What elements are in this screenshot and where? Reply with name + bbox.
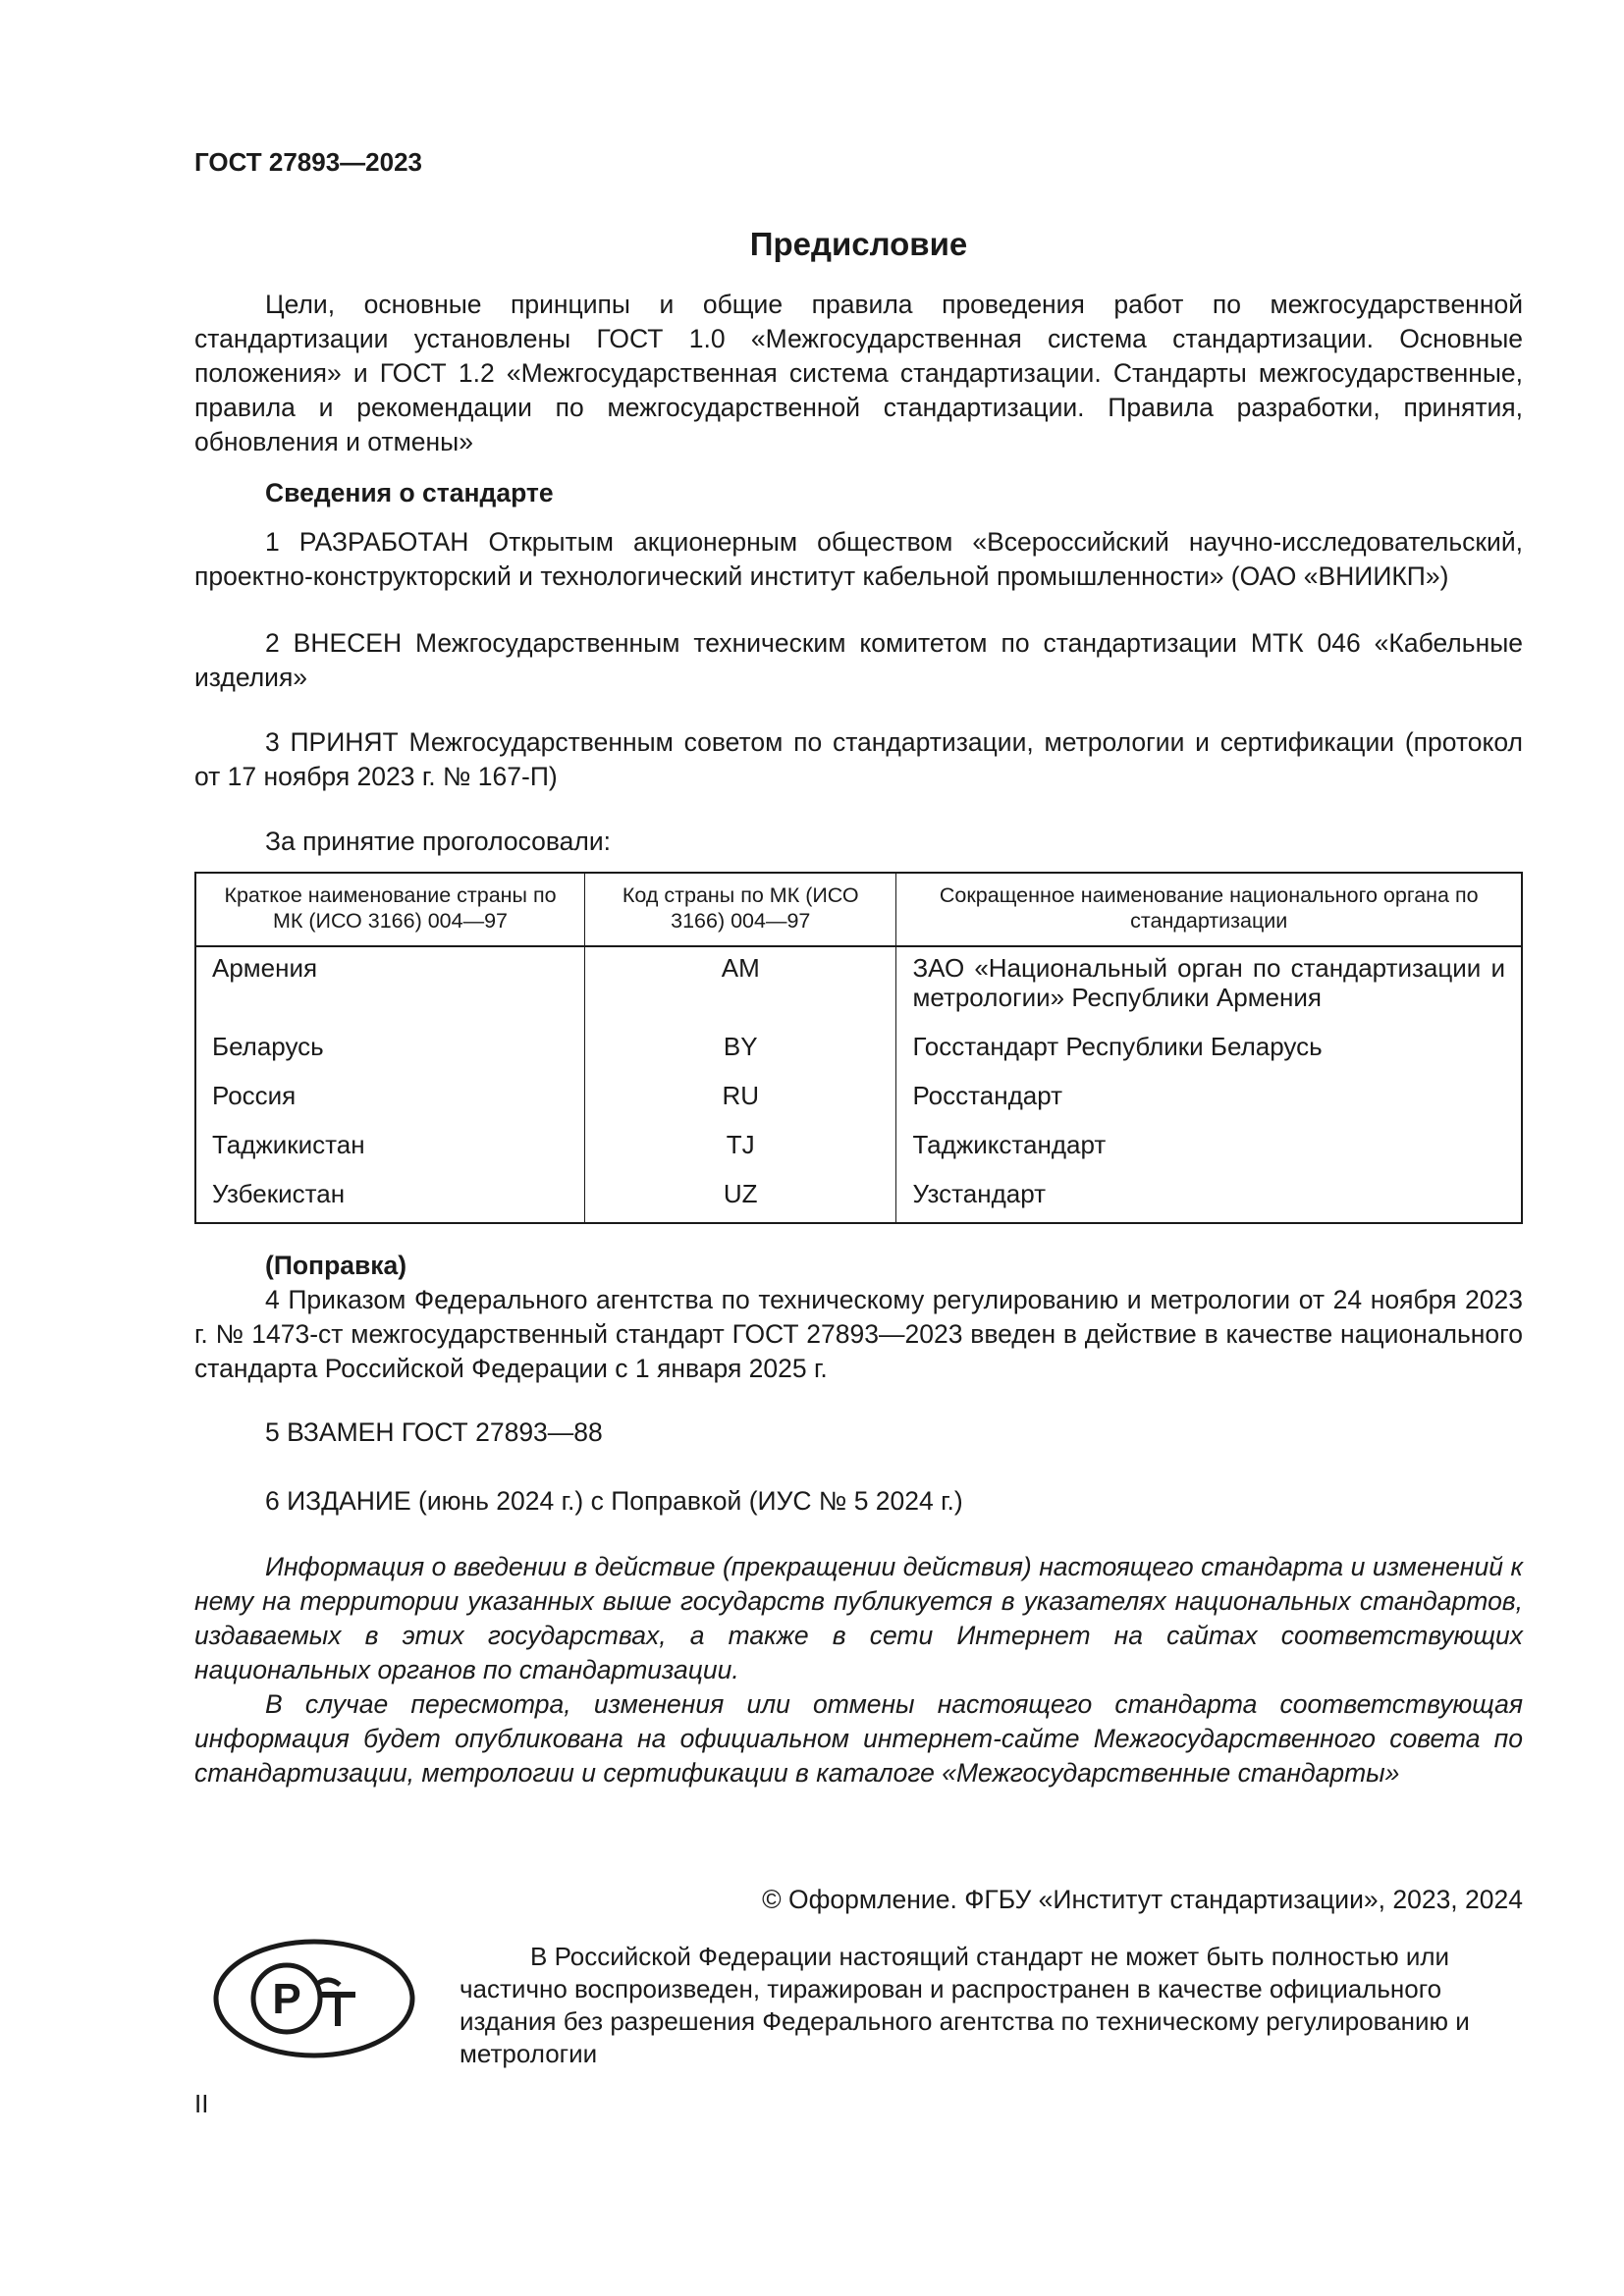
intro-text: Цели, основные принципы и общие правила проведения работ по межгосударственной стандартизации установлены ГОСТ 1.0 «Межгосударственная система стандартизации. Основные положения» и ГОСТ 1.2 «Межгосударственная система стандартизации. Стандарты межгосударственные, правила и рекомендации по межгосударственной стандартизации. Правила разработки, принятия, обновления и отмены» <box>194 290 1523 456</box>
cell-national-body: Росстандарт <box>896 1075 1522 1124</box>
rst-logo <box>210 1936 418 2066</box>
item-5 <box>194 1415 1523 1450</box>
amendment-label: (Поправка) <box>265 1251 407 1280</box>
standard-info-heading: Сведения о стандарте <box>265 478 554 507</box>
cell-national-body: Узстандарт <box>896 1173 1522 1223</box>
table-row <box>195 1075 1522 1124</box>
page-number: II <box>194 2089 209 2118</box>
info-note-2: В случае пересмотра, изменения или отмены настоящего стандарта соответствующая информация будет опубликована на официальном интернет-сайте Межгосударственного совета по стандартизации, метрологии и сертификации в каталоге «Межгосударственные стандарты» <box>194 1689 1523 1788</box>
reproduction-notice <box>460 1941 1523 2070</box>
document-code: ГОСТ 27893—2023 <box>194 147 422 177</box>
table-row <box>195 946 1522 1026</box>
table-row <box>195 1026 1522 1075</box>
cell-country: Узбекистан <box>195 1173 585 1223</box>
voted-label-block <box>194 825 1523 859</box>
voted-label: За принятие проголосовали: <box>265 827 612 856</box>
table-row <box>195 1173 1522 1223</box>
page-title: Предисловие <box>749 226 968 262</box>
logo-letters: Р <box>272 1975 301 2023</box>
cell-code: BY <box>585 1026 896 1075</box>
standard-info-heading-block <box>194 476 1523 510</box>
cell-national-body: Таджикстандарт <box>896 1124 1522 1173</box>
item-6 <box>194 1484 1523 1519</box>
intro-paragraph <box>194 288 1523 459</box>
header-country: Краткое наименование страны по МК (ИСО 3166) 004—97 <box>195 873 585 946</box>
info-note-1: Информация о введении в действие (прекращении действия) настоящего стандарта и изменений к нему на территории указанных выше государств публикуется в указателях национальных стандартов, издаваемых в этих государствах, а также в сети Интернет на сайтах соответствующих национальных органов по стандартизации. <box>194 1552 1523 1684</box>
table-row <box>195 1124 1522 1173</box>
item-2-text: 2 ВНЕСЕН Межгосударственным техническим комитетом по стандартизации МТК 046 «Кабельные изделия» <box>194 628 1523 692</box>
cell-national-body: ЗАО «Национальный орган по стандартизации и метрологии» Республики Армения <box>896 946 1522 1026</box>
item-2 <box>194 626 1523 695</box>
cell-code: RU <box>585 1075 896 1124</box>
item-6-text: 6 ИЗДАНИЕ (июнь 2024 г.) с Поправкой (ИУС № 5 2024 г.) <box>265 1486 963 1516</box>
cell-country: Беларусь <box>195 1026 585 1075</box>
copyright-line: © Оформление. ФГБУ «Институт стандартизации», 2023, 2024 <box>762 1885 1523 1914</box>
cell-code: TJ <box>585 1124 896 1173</box>
voting-countries-table <box>194 872 1523 1224</box>
rst-logo-icon <box>210 1936 418 2061</box>
cell-code: UZ <box>585 1173 896 1223</box>
cell-national-body: Госстандарт Республики Беларусь <box>896 1026 1522 1075</box>
header-national-body: Сокращенное наименование национального органа по стандартизации <box>896 873 1522 946</box>
item-1-text: 1 РАЗРАБОТАН Открытым акционерным обществом «Всероссийский научно-исследовательский, проектно-конструкторский и технологический институт кабельной промышленности» (ОАО «ВНИИКП») <box>194 527 1523 591</box>
item-1 <box>194 525 1523 594</box>
cell-country: Таджикистан <box>195 1124 585 1173</box>
header-code: Код страны по МК (ИСО 3166) 004—97 <box>585 873 896 946</box>
item-3 <box>194 725 1523 794</box>
cell-code: AM <box>585 946 896 1026</box>
cell-country: Армения <box>195 946 585 1026</box>
item-5-text: 5 ВЗАМЕН ГОСТ 27893—88 <box>265 1417 603 1447</box>
table-header-row <box>195 873 1522 946</box>
amendment-block <box>194 1249 1523 1386</box>
item-4-text: 4 Приказом Федерального агентства по техническому регулированию и метрологии от 24 ноября 2023 г. № 1473-ст межгосударственный стандарт ГОСТ 27893—2023 введен в действие в качестве национального стандарта Российской Федерации с 1 января 2025 г. <box>194 1285 1523 1383</box>
item-3-text: 3 ПРИНЯТ Межгосударственным советом по стандартизации, метрологии и сертификации (протокол от 17 ноября 2023 г. № 167-П) <box>194 727 1523 791</box>
cell-country: Россия <box>195 1075 585 1124</box>
reproduction-notice-text: В Российской Федерации настоящий стандарт не может быть полностью или частично воспроизведен, тиражирован и распространен в качестве официального издания без разрешения Федерального агентства по техническому регулированию и метрологии <box>460 1942 1470 2068</box>
italic-notes <box>194 1550 1523 1790</box>
